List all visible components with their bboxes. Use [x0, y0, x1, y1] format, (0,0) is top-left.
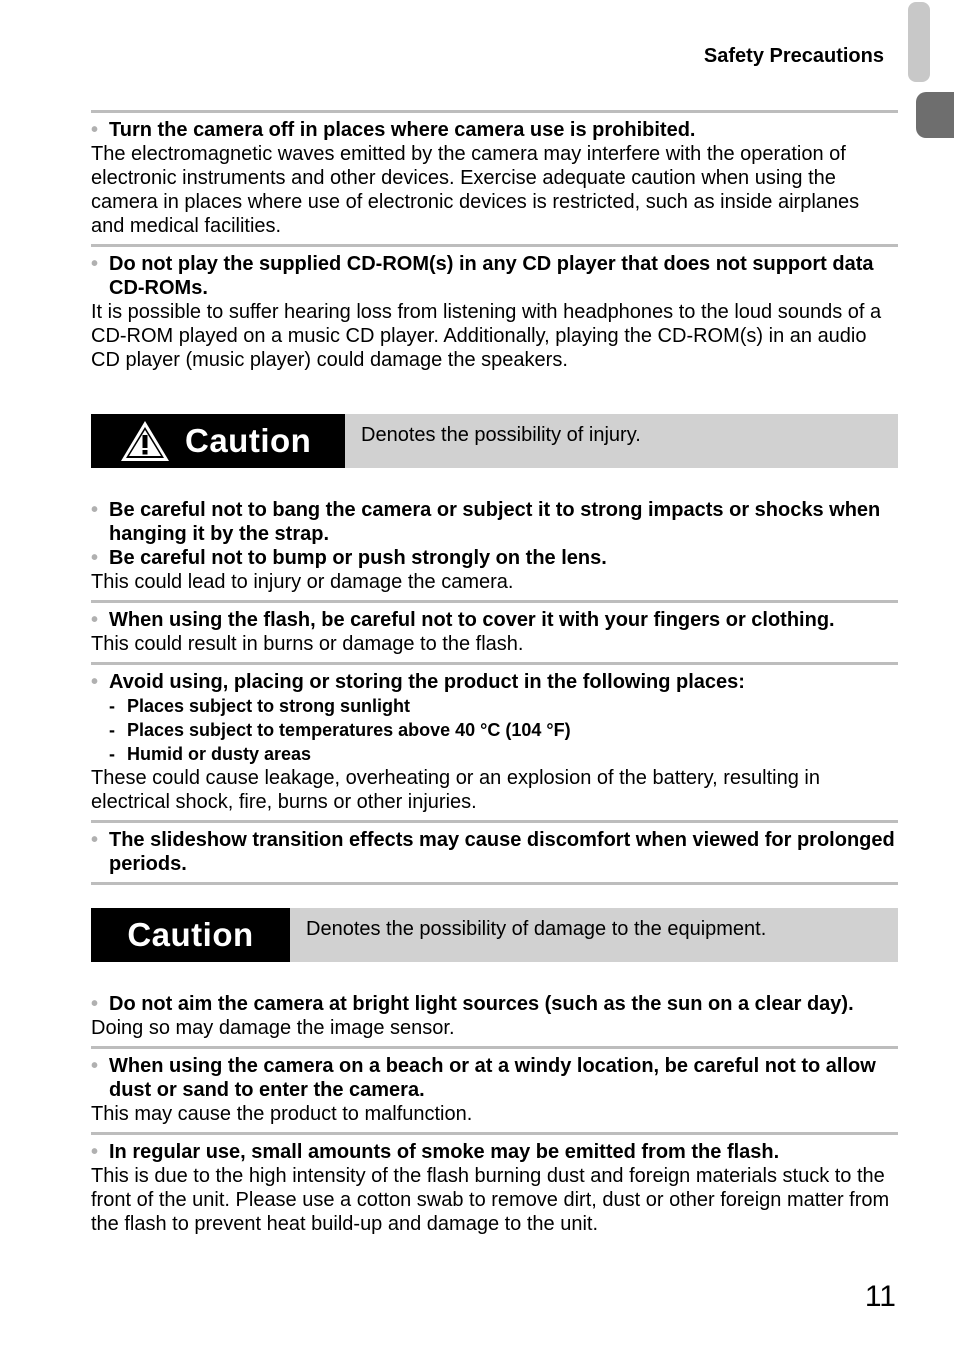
caution-description: Denotes the possibility of injury.: [361, 424, 641, 446]
bullet-marker: •: [91, 993, 99, 1015]
section-body: This could result in burns or damage to the flash.: [91, 633, 524, 655]
bullet-marker: •: [91, 1141, 99, 1163]
caution-label: Caution: [185, 422, 312, 459]
sub-list-item: - Places subject to temperatures above 40 °C (104 °F): [109, 720, 571, 740]
section-body: This may cause the product to malfunction.: [91, 1103, 473, 1125]
warning-section: [91, 113, 898, 244]
page-number: 11: [864, 1280, 896, 1313]
caution-label-box: [91, 908, 290, 962]
dash-marker: -: [109, 696, 115, 716]
caution-section: [91, 992, 898, 1046]
chapter-tab-marker: [916, 92, 954, 138]
section-heading: • The slideshow transition effects may cause discomfort when viewed for prolonged periods.: [91, 829, 895, 875]
caution-section: [91, 1049, 898, 1132]
bullet-marker: •: [91, 609, 99, 631]
caution-section: [91, 603, 898, 662]
dash-marker: -: [109, 744, 115, 764]
bullet-marker: •: [91, 499, 99, 521]
bullet-marker: •: [91, 547, 99, 569]
sub-list-item: - Places subject to strong sunlight: [109, 696, 411, 716]
section-heading: • Do not play the supplied CD-ROM(s) in any CD player that does not support data CD-ROMs.: [91, 253, 874, 299]
bullet-marker: •: [91, 253, 99, 275]
caution-section: [91, 823, 898, 882]
section-heading: • Be careful not to bang the camera or subject it to strong impacts or shocks when hanging it by the strap.: [91, 499, 881, 545]
warning-triangle-icon: [119, 419, 171, 463]
section-heading: • When using the flash, be careful not to cover it with your fingers or clothing.: [91, 609, 835, 631]
caution-equipment-banner: [91, 908, 898, 962]
section-heading: • Turn the camera off in places where camera use is prohibited.: [91, 119, 696, 141]
sub-list-item: - Humid or dusty areas: [109, 744, 312, 764]
caution-description: Denotes the possibility of damage to the equipment.: [306, 918, 767, 940]
section-heading: • Be careful not to bump or push strongly on the lens.: [91, 547, 607, 569]
section-body: It is possible to suffer hearing loss from listening with headphones to the loud sounds of a CD-ROM played on a music CD player. Additionally, playing the CD-ROM(s) in an audio CD player (music player) could damage the speakers.: [91, 301, 882, 371]
side-tab-decoration: [908, 2, 930, 82]
bullet-marker: •: [91, 1055, 99, 1077]
section-body: The electromagnetic waves emitted by the camera may interfere with the operation of electronic instruments and other devices. Exercise adequate caution when using the camera in places where use of electronic devices is restricted, such as inside airplanes and medical facilities.: [91, 143, 860, 237]
section-heading: • In regular use, small amounts of smoke may be emitted from the flash.: [91, 1141, 780, 1163]
section-heading: • Do not aim the camera at bright light sources (such as the sun on a clear day).: [91, 993, 854, 1015]
section-heading: • Avoid using, placing or storing the product in the following places:: [91, 671, 745, 693]
section-divider: [91, 882, 898, 885]
bullet-marker: •: [91, 119, 99, 141]
bullet-marker: •: [91, 829, 99, 851]
caution-section: [91, 498, 898, 600]
section-body: This could lead to injury or damage the camera.: [91, 571, 514, 593]
page-header-title: Safety Precautions: [703, 45, 884, 67]
caution-injury-banner: [91, 414, 898, 468]
section-body: Doing so may damage the image sensor.: [91, 1017, 455, 1039]
page-content: [91, 110, 898, 1242]
caution-label-box: [91, 414, 345, 468]
caution-section: [91, 1135, 898, 1242]
section-body: This is due to the high intensity of the flash burning dust and foreign materials stuck to the front of the unit. Please use a cotton swab to remove dirt, dust or other foreign matter from the flash to prevent heat build-up and damage to the unit.: [91, 1165, 890, 1235]
bullet-marker: •: [91, 671, 99, 693]
dash-marker: -: [109, 720, 115, 740]
section-heading: • When using the camera on a beach or at a windy location, be careful not to allow dust or sand to enter the camera.: [91, 1055, 876, 1101]
section-body: These could cause leakage, overheating or an explosion of the battery, resulting in electrical shock, fire, burns or other injuries.: [91, 767, 820, 813]
caution-section: [91, 665, 898, 820]
caution-label: Caution: [127, 916, 254, 953]
warning-section: [91, 247, 898, 378]
